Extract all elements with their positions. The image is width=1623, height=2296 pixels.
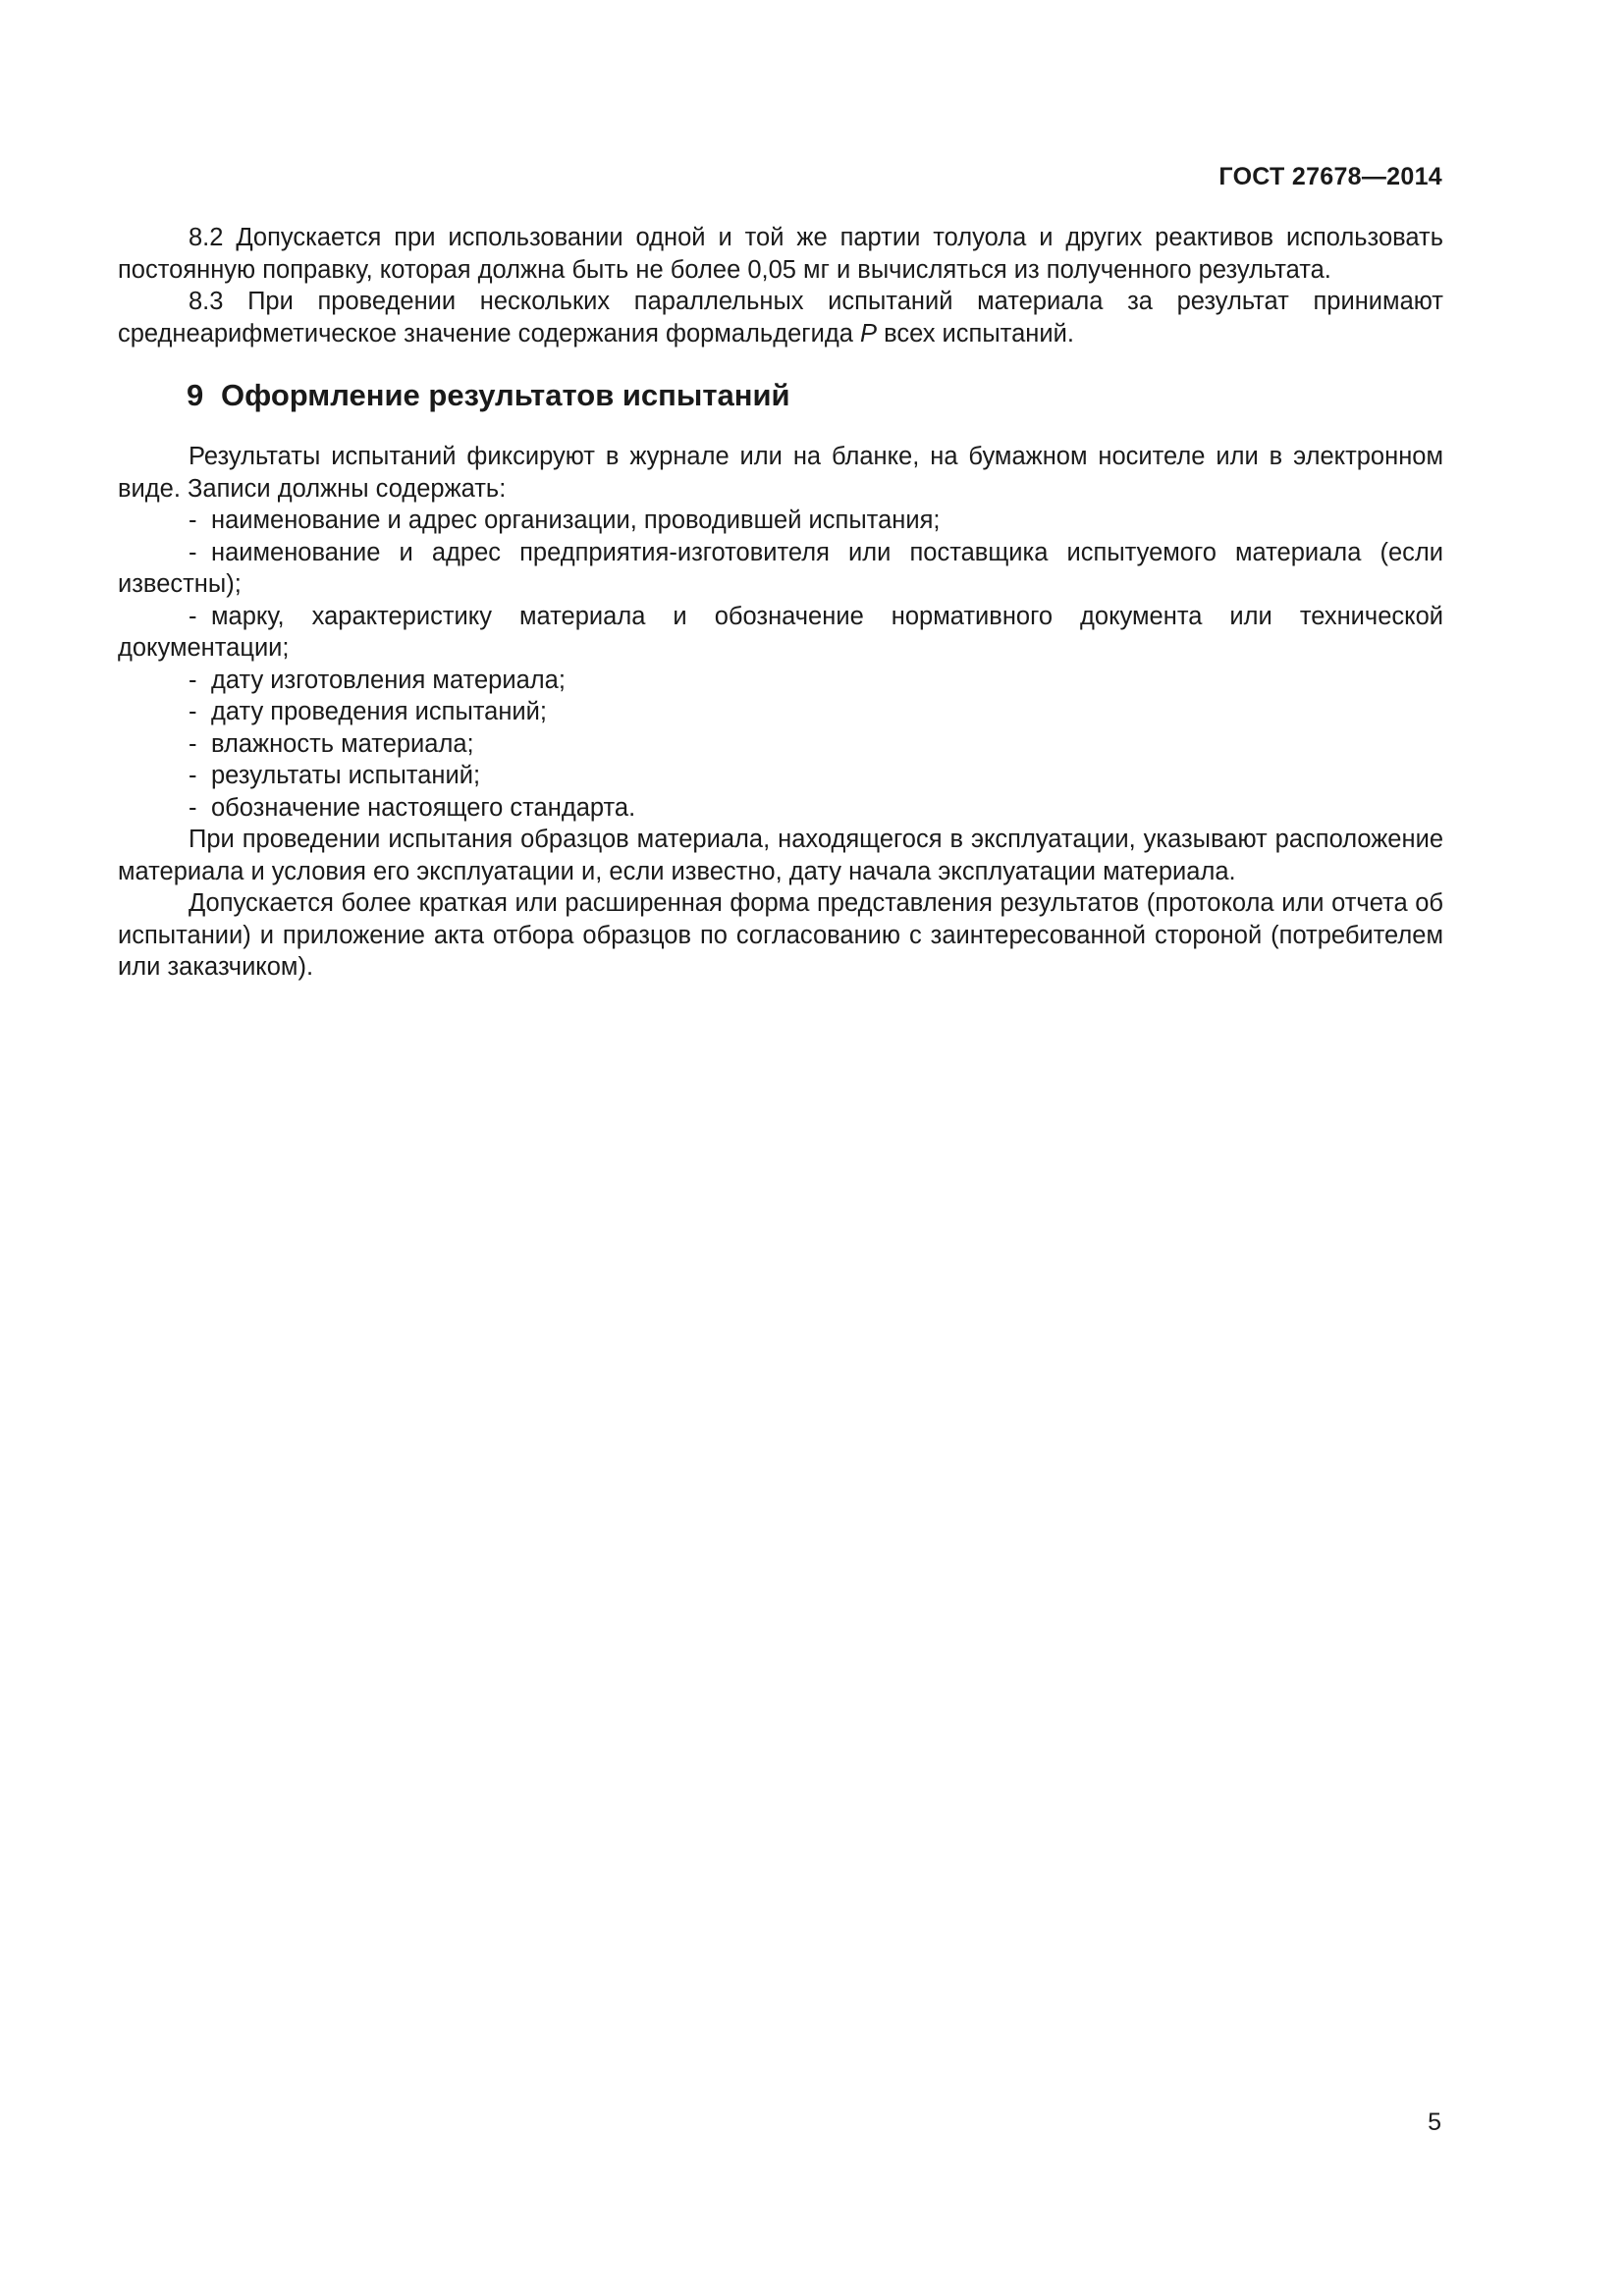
list-marker: -: [189, 507, 197, 534]
list-item-text: результаты испытаний;: [211, 762, 481, 789]
list-item: [118, 696, 1443, 728]
page-content: [118, 222, 1443, 984]
clause-8-3-text-after: всех испытаний.: [877, 319, 1074, 347]
list-marker: -: [189, 666, 197, 694]
list-item-text: обозначение настоящего стандарта.: [211, 793, 636, 822]
list-item: [118, 537, 1443, 601]
list-marker: -: [189, 602, 197, 630]
clause-8-3-symbol: P: [859, 319, 877, 347]
list-item: [118, 601, 1443, 665]
report-form-paragraph: Допускается более краткая или расширенная форма представления результатов (протокола или отчета об испытании) и приложение акта отбора образцов по согласованию с заинтересованной стороной (потребителем или заказчиком).: [118, 889, 1443, 981]
list-item-text: дату изготовления материала;: [211, 666, 566, 694]
list-item-text: наименование и адрес предприятия-изготовителя или поставщика испытуемого материала (если известны);: [118, 538, 1443, 598]
section-9-intro: Результаты испытаний фиксируют в журнале или на бланке, на бумажном носителе или в электронном виде. Записи должны содержать:: [118, 443, 1443, 503]
list-item-text: наименование и адрес организации, проводившей испытания;: [211, 507, 941, 534]
list-item-text: влажность материала;: [211, 729, 474, 758]
in-service-paragraph: При проведении испытания образцов материала, находящегося в эксплуатации, указывают расположение материала и условия его эксплуатации и, если известно, дату начала эксплуатации материала.: [118, 826, 1443, 885]
list-item-text: дату проведения испытаний;: [211, 698, 547, 725]
record-requirements-list: [118, 505, 1443, 824]
clause-8-3-text-before: 8.3 При проведении нескольких параллельных испытаний материала за результат принимают среднеарифметическое значение содержания формальдегида: [118, 288, 1443, 347]
list-marker: -: [189, 762, 197, 789]
list-marker: -: [189, 698, 197, 725]
clause-8-2: 8.2 Допускается при использовании одной и той же партии толуола и других реактивов использовать постоянную поправку, которая должна быть не более 0,05 мг и вычисляться из полученного результата.: [118, 224, 1443, 284]
list-item: [118, 665, 1443, 697]
list-marker: -: [189, 729, 197, 758]
document-code-header: ГОСТ 27678—2014: [1218, 163, 1442, 190]
section-9-heading: [118, 378, 1443, 413]
list-item: [118, 760, 1443, 792]
section-title: Оформление результатов испытаний: [221, 378, 790, 412]
list-item: [118, 792, 1443, 825]
list-item: [118, 505, 1443, 537]
list-item-text: марку, характеристику материала и обозначение нормативного документа или технической документации;: [118, 602, 1443, 662]
list-marker: -: [189, 793, 197, 822]
list-item: [118, 728, 1443, 761]
list-marker: -: [189, 538, 197, 566]
clause-8-3: [118, 286, 1443, 349]
section-number: 9: [187, 378, 204, 412]
page-number: 5: [1428, 2109, 1441, 2136]
